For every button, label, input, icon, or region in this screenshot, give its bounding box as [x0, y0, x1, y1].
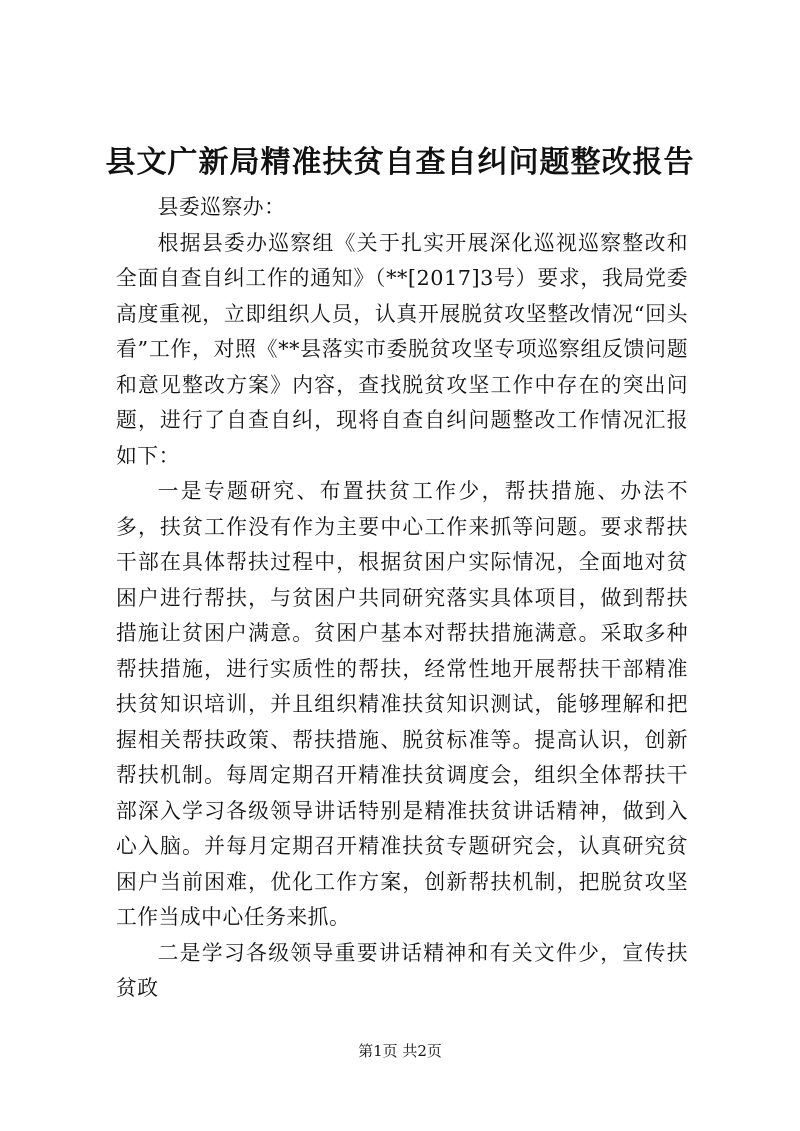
paragraph-intro: 根据县委办巡察组《关于扎实开展深化巡视巡察整改和全面自查自纠工作的通知》（**[2017]3号）要求，我局党委高度重视，立即组织人员，认真开展脱贫攻坚整改情况“回头看”工作，对照《**县落实市委脱贫攻坚专项巡察组反馈问题和意见整改方案》内容，查找脱贫攻坚工作中存在的突出问题，进行了自查自纠，现将自查自纠问题整改工作情况汇报如下： — [116, 230, 688, 468]
page-indicator: 第1页 共2页 — [358, 1042, 442, 1060]
paragraph-item-one: 一是专题研究、布置扶贫工作少，帮扶措施、办法不多，扶贫工作没有作为主要中心工作来抓等问题。要求帮扶干部在具体帮扶过程中，根据贫困户实际情况，全面地对贫困户进行帮扶，与贫困户共同研究落实具体项目，做到帮扶措施让贫困户满意。贫困户基本对帮扶措施满意。采取多种帮扶措施，进行实质性的帮扶，经常性地开展帮扶干部精准扶贫知识培训，并且组织精准扶贫知识测试，能够理解和把握相关帮扶政策、帮扶措施、脱贫标准等。提高认识，创新帮扶机制。每周定期召开精准扶贫调度会，组织全体帮扶干部深入学习各级领导讲话特别是精准扶贫讲话精神，做到入心入脑。并每月定期召开精准扶贫专题研究会，认真研究贫困户当前困难，优化工作方案，创新帮扶机制，把脱贫攻坚工作当成中心任务来抓。 — [116, 479, 688, 929]
paragraph-item-two: 二是学习各级领导重要讲话精神和有关文件少，宣传扶贫政 — [116, 940, 688, 1000]
salutation: 县委巡察办： — [157, 195, 286, 219]
document-body — [116, 190, 688, 1007]
document-title: 县文广新局精准扶贫自查自纠问题整改报告 — [105, 145, 695, 180]
